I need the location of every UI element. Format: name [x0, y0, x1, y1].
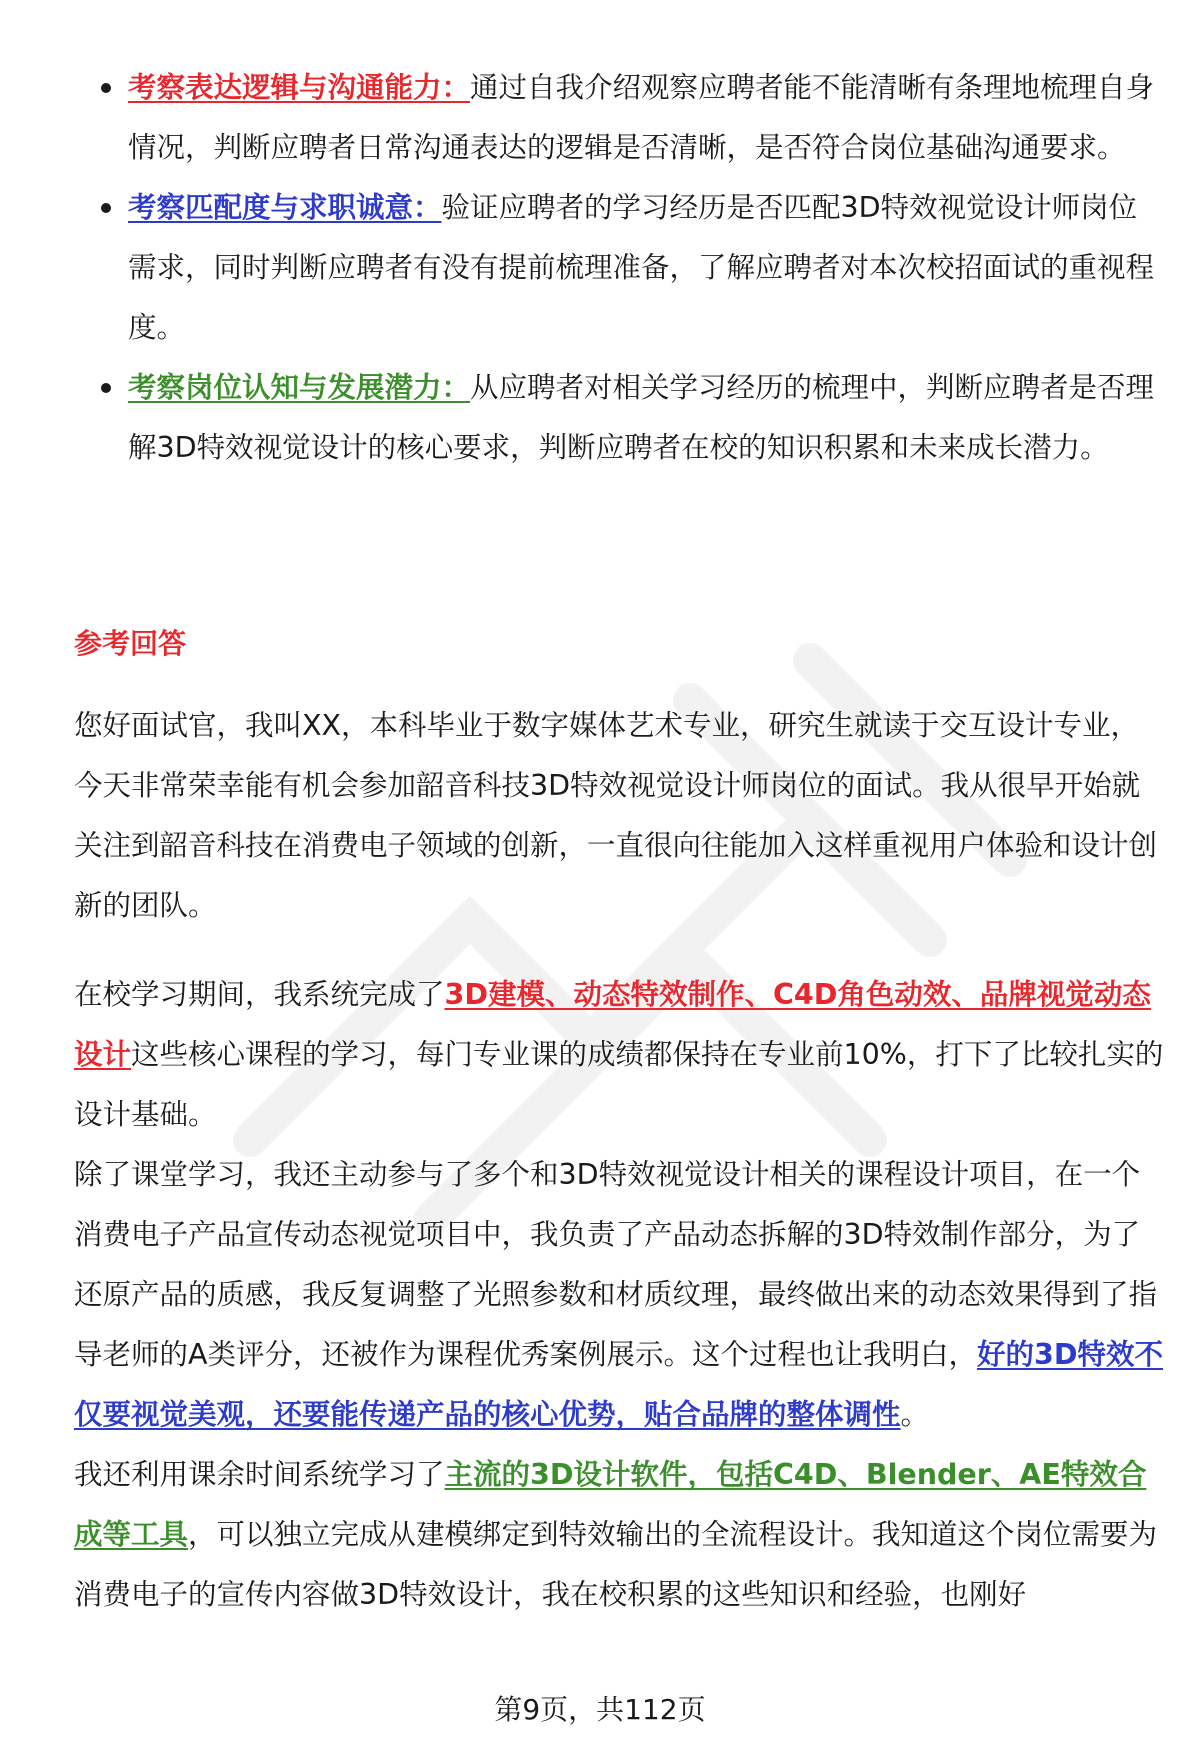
bullet-dot-icon [101, 383, 111, 393]
bullet-list [128, 58, 1158, 478]
paragraph-text: 这些核心课程的学习，每门专业课的成绩都保持在专业前10%，打下了比较扎实的设计基础。 [74, 1038, 1164, 1131]
section-title: 参考回答 [74, 627, 187, 660]
highlight-insight: 好的3D特效不仅要视觉美观，还要能传递产品的核心优势，贴合品牌的整体调性 [74, 1338, 1163, 1431]
paragraph-text: 我还利用课余时间系统学习了 [74, 1458, 445, 1491]
bullet-text: 从应聘者对相关学习经历的梳理中，判断应聘者是否理解3D特效视觉设计的核心要求，判断应聘者在校的知识积累和未来成长潜力。 [128, 371, 1155, 464]
answer-paragraph: 您好面试官，我叫XX，本科毕业于数字媒体艺术专业，研究生就读于交互设计专业，今天非常荣幸能有机会参加韶音科技3D特效视觉设计师岗位的面试。我从很早开始就关注到韶音科技在消费电子领域的创新，一直很向往能加入这样重视用户体验和设计创新的团队。 [74, 709, 1158, 922]
highlight-courses: 3D建模、动态特效制作、C4D角色动效、品牌视觉动态设计 [74, 978, 1151, 1071]
bullet-item [128, 358, 1158, 478]
bullet-text: 验证应聘者的学习经历是否匹配3D特效视觉设计师岗位需求，同时判断应聘者有没有提前梳理准备，了解应聘者对本次校招面试的重视程度。 [128, 191, 1155, 344]
paragraph-text: ，可以独立完成从建模绑定到特效输出的全流程设计。我知道这个岗位需要为消费电子的宣传内容做3D特效设计，我在校积累的这些知识和经验，也刚好 [74, 1518, 1158, 1611]
bullet-item [128, 58, 1158, 178]
bullet-label: 考察匹配度与求职诚意： [128, 191, 442, 224]
paragraph-text: 。 [900, 1398, 930, 1431]
bullet-dot-icon [101, 83, 111, 93]
bullet-dot-icon [101, 203, 111, 213]
bullet-label: 考察岗位认知与发展潜力： [128, 371, 471, 404]
bullet-text: 通过自我介绍观察应聘者能不能清晰有条理地梳理自身情况，判断应聘者日常沟通表达的逻辑是否清晰，是否符合岗位基础沟通要求。 [128, 71, 1155, 164]
page-footer: 第9页，共112页 [494, 1693, 706, 1726]
paragraph-text: 在校学习期间，我系统完成了 [74, 978, 445, 1011]
bullet-label: 考察表达逻辑与沟通能力： [128, 71, 471, 104]
answer-paragraph [74, 965, 1164, 1625]
bullet-item [128, 178, 1158, 358]
highlight-software: 主流的3D设计软件，包括C4D、Blender、AE特效合成等工具 [74, 1458, 1147, 1551]
paragraph-text: 除了课堂学习，我还主动参与了多个和3D特效视觉设计相关的课程设计项目，在一个消费电子产品宣传动态视觉项目中，我负责了产品动态拆解的3D特效制作部分，为了还原产品的质感，我反复调整了光照参数和材质纹理，最终做出来的动态效果得到了指导老师的A类评分，还被作为课程优秀案例展示。这个过程也让我明白， [74, 1158, 1158, 1371]
